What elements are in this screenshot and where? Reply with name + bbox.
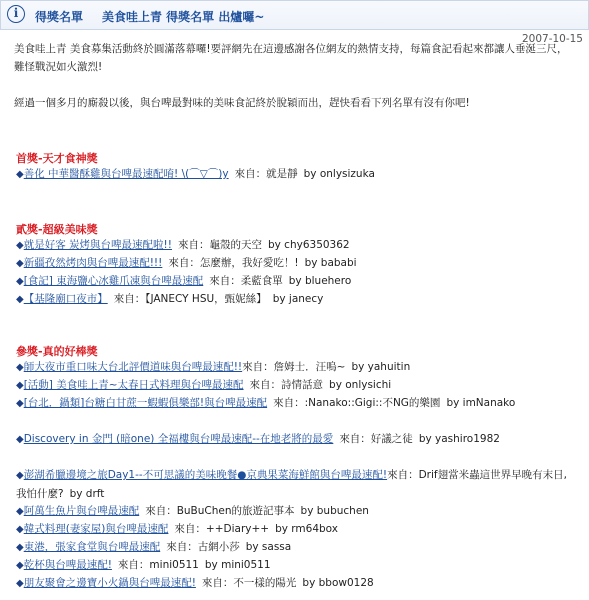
entry-link[interactable]: 師大夜市重口味大台北評價道味與台啤最速配!! xyxy=(23,361,243,373)
entry-source: 來自：詩情話意 xyxy=(249,379,324,391)
entry-source: 來自：古網小莎 xyxy=(166,541,240,553)
entry-source: 來自：龜殼的天空 xyxy=(177,239,262,251)
entry-link[interactable]: 乾杯與台啤最速配! xyxy=(23,559,112,571)
list-item xyxy=(16,502,576,521)
entry-link[interactable]: [活動] 美食哇上青~太春日式料理與台啤最速配 xyxy=(23,379,244,391)
entry-link[interactable]: 朋友聚會之邊寶小火鍋與台啤最速配! xyxy=(23,577,196,589)
list-item xyxy=(16,430,576,449)
article-header xyxy=(0,0,589,30)
list-item xyxy=(16,376,576,395)
entry-author: by bababi xyxy=(304,257,357,269)
diamond-bullet-icon: ◆ xyxy=(16,470,24,481)
entry-author: by bluehero xyxy=(288,275,352,287)
diamond-bullet-icon: ◆ xyxy=(16,434,24,445)
entry-source: 來自：BuBuChen的旅遊記事本 xyxy=(145,505,295,517)
diamond-bullet-icon: ◆ xyxy=(16,294,24,305)
diamond-bullet-icon: ◆ xyxy=(16,258,24,269)
list-item xyxy=(16,290,576,309)
entry-author: by chy6350362 xyxy=(267,239,350,251)
entry-link[interactable]: 韓式料理(妻家屋)與台啤最速配 xyxy=(23,523,169,535)
entry-author: by janecy xyxy=(272,293,324,305)
entry-link[interactable]: 東港，張家食堂與台啤最速配 xyxy=(23,541,161,553)
entry-link[interactable]: Discovery in 金門 (暗one) 全福樓與台啤最速配--在地老將的最愛 xyxy=(23,433,334,445)
diamond-bullet-icon: ◆ xyxy=(16,380,24,391)
info-icon: i xyxy=(7,5,25,23)
list-item xyxy=(16,520,576,539)
section-title-second-prize: 貳獎-超級美味獎 xyxy=(16,223,98,236)
list-item xyxy=(16,254,576,273)
list-item xyxy=(16,538,576,557)
entry-author: by drft xyxy=(69,488,105,500)
list-item xyxy=(16,574,576,593)
entry-source: 來自：不一樣的陽光 xyxy=(201,577,297,589)
diamond-bullet-icon: ◆ xyxy=(16,240,24,251)
diamond-bullet-icon: ◆ xyxy=(16,276,24,287)
post-date: 2007-10-15 xyxy=(521,33,583,45)
diamond-bullet-icon: ◆ xyxy=(16,542,24,553)
list-item xyxy=(16,165,576,184)
entry-source: 來自：詹姆士．汪嗚~ xyxy=(242,361,346,373)
list-item xyxy=(16,556,576,575)
section-title-third-prize: 參獎-真的好棒獎 xyxy=(16,345,98,358)
diamond-bullet-icon: ◆ xyxy=(16,578,24,589)
entry-author: by yahuitin xyxy=(351,361,411,373)
entry-source: 來自：柔藍食單 xyxy=(209,275,283,287)
entry-link[interactable]: 【基隆廟口夜市】 xyxy=(23,293,108,305)
page-title: 美食哇上青 得獎名單 出爐囉~ xyxy=(102,10,265,24)
entry-author: by sassa xyxy=(245,541,292,553)
section-title-first-prize: 首獎-天才食神獎 xyxy=(16,152,98,165)
entry-source: 來自：:Nanako::Gigi::不NG的樂園 xyxy=(273,397,441,409)
entry-link[interactable]: 善化 中華醫酥雞與台啤最速配唷! \(⌒▽⌒)y xyxy=(23,168,229,180)
entry-source: 來自：++Diary++ xyxy=(174,523,270,535)
entry-link[interactable]: 澎湖希臘邊境之旅Day1--不可思議的美味晚餐●京典果菜海鮮館與台啤最速配! xyxy=(23,469,388,481)
diamond-bullet-icon: ◆ xyxy=(16,524,24,535)
entry-author: by rm64box xyxy=(275,523,338,535)
entry-link[interactable]: 就是好客 炭烤與台啤最速配啦!! xyxy=(23,239,172,251)
entry-source: 來自：Drif翅當米蟲這世界早晚有末日,我怕什麼? xyxy=(16,469,567,500)
entry-source: 來自：怎麼辦，我好愛吃！! xyxy=(168,257,299,269)
diamond-bullet-icon: ◆ xyxy=(16,506,24,517)
header-category[interactable]: 得獎名單 xyxy=(35,10,84,24)
entry-link[interactable]: 阿萬生魚片與台啤最速配 xyxy=(23,505,140,517)
entry-author: by bbow0128 xyxy=(302,577,374,589)
entry-author: by bubuchen xyxy=(300,505,369,517)
intro-paragraph-2: 經過一個多月的廝殺以後，與台啤最對味的美味食記終於脫穎而出，趕快看看下列名單有沒有你吧! xyxy=(14,97,470,109)
entry-source: 來自：就是靜 xyxy=(234,168,298,180)
list-item xyxy=(16,466,576,503)
entry-source: 來自：好議之徒 xyxy=(339,433,413,445)
diamond-bullet-icon: ◆ xyxy=(16,169,24,180)
entry-link[interactable]: [台北．鍋類]台糖白甘蔗一蝦蝦俱樂部!與台啤最速配 xyxy=(23,397,268,409)
entry-source: 來自：mini0511 xyxy=(117,559,199,571)
diamond-bullet-icon: ◆ xyxy=(16,398,24,409)
entry-source: 來自：【JANECY HSU，甄妮絲】 xyxy=(113,293,267,305)
entry-author: by onlysichi xyxy=(329,379,392,391)
entry-link[interactable]: [食記] 東海鹽心冰雞爪凍與台啤最速配 xyxy=(23,275,204,287)
entry-author: by mini0511 xyxy=(204,559,271,571)
list-item xyxy=(16,358,576,377)
list-item xyxy=(16,272,576,291)
entry-author: by imNanako xyxy=(446,397,516,409)
entry-author: by onlysizuka xyxy=(303,168,375,180)
diamond-bullet-icon: ◆ xyxy=(16,560,24,571)
entry-link[interactable]: 新疆孜然烤肉與台啤最速配!!! xyxy=(23,257,163,269)
entry-author: by yashiro1982 xyxy=(418,433,500,445)
intro-paragraph-1: 美食哇上青 美食募集活動終於圓滿落幕囉!要評網先在這邊感謝各位網友的熱情支持，每篇食記看起來都讓人垂涎三尺，難怪戰況如火激烈! xyxy=(14,43,568,73)
list-item xyxy=(16,236,576,255)
list-item xyxy=(16,394,576,413)
diamond-bullet-icon: ◆ xyxy=(16,362,24,373)
